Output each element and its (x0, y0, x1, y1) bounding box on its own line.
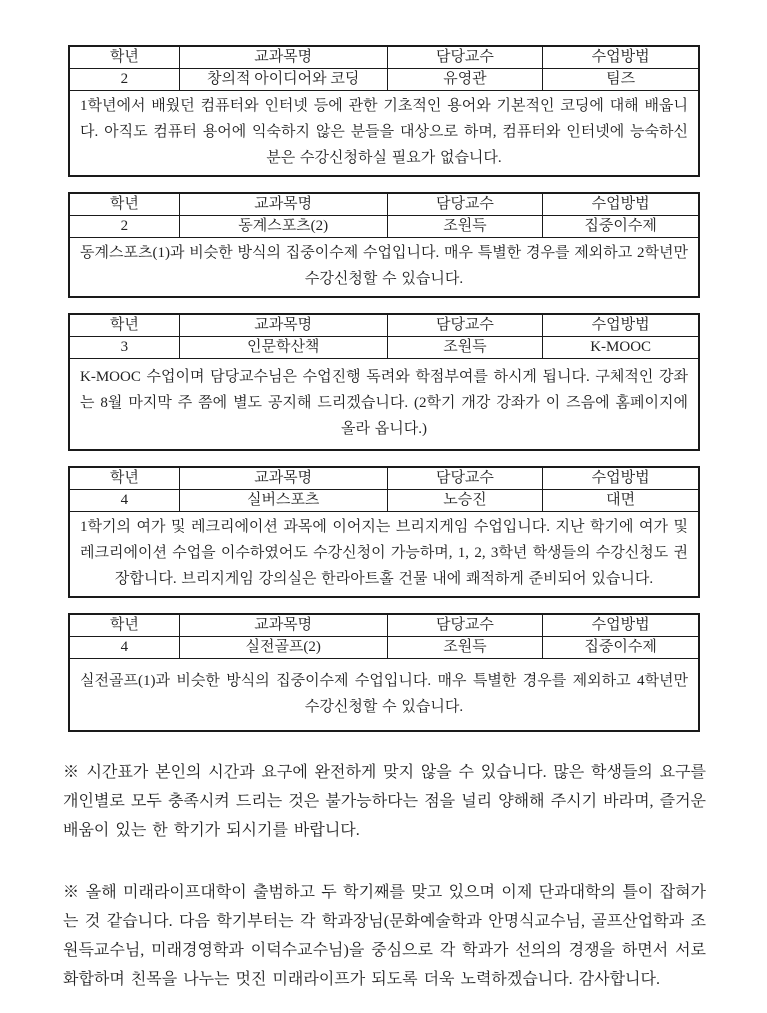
course-cell: 실전골프(2) (179, 637, 387, 659)
course-cell: 조원득 (387, 637, 543, 659)
header-cell: 학년 (69, 614, 179, 637)
course-row (69, 637, 699, 659)
description-row (69, 359, 699, 451)
table-header-row (69, 467, 699, 490)
course-description: 동계스포츠(1)과 비슷한 방식의 집중이수제 수업입니다. 매우 특별한 경우를 제외하고 2학년만 수강신청할 수 있습니다. (69, 238, 699, 298)
table-header-row (69, 193, 699, 216)
course-cell: 인문학산책 (179, 337, 387, 359)
header-cell: 교과목명 (179, 467, 387, 490)
header-cell: 교과목명 (179, 46, 387, 69)
course-cell: 집중이수제 (543, 637, 699, 659)
course-cell: 2 (69, 69, 179, 91)
table-header-row (69, 46, 699, 69)
header-cell: 담당교수 (387, 46, 543, 69)
course-cell: 실버스포츠 (179, 490, 387, 512)
header-cell: 담당교수 (387, 467, 543, 490)
note-paragraph-timetable: ※ 시간표가 본인의 시간과 요구에 완전하게 맞지 않을 수 있습니다. 많은 학생들의 요구를 개인별로 모두 충족시켜 드리는 것은 불가능하다는 점을 널리 양해해 주시기 바라며, 즐거운 배움이 있는 한 학기가 되시기를 바랍니다. (63, 764, 706, 839)
course-description: 1학년에서 배웠던 컴퓨터와 인터넷 등에 관한 기초적인 용어와 기본적인 코딩에 대해 배웁니다. 아직도 컴퓨터 용어에 익숙하지 않은 분들을 대상으로 하며, 컴퓨터와 인터넷에 능숙하신 분은 수강신청하실 필요가 없습니다. (69, 91, 699, 177)
note-paragraph-college: ※ 올해 미래라이프대학이 출범하고 두 학기째를 맞고 있으며 이제 단과대학의 틀이 잡혀가는 것 같습니다. 다음 학기부터는 각 학과장님(문화예술학과 안명식교수님, 골프산업학과 조원득교수님, 미래경영학과 이덕수교수님)을 중심으로 각 학과가 선의의 경쟁을 하면서 서로 화합하며 친목을 나누는 멋진 미래라이프가 되도록 더욱 노력하겠습니다. 감사합니다. (63, 884, 706, 988)
header-cell: 담당교수 (387, 614, 543, 637)
course-cell: 2 (69, 216, 179, 238)
course-cell: 3 (69, 337, 179, 359)
table-header-row (69, 314, 699, 337)
description-row (69, 659, 699, 732)
header-cell: 수업방법 (543, 614, 699, 637)
course-cell: 대면 (543, 490, 699, 512)
course-cell: 유영관 (387, 69, 543, 91)
description-row (69, 238, 699, 298)
course-table (68, 466, 700, 598)
description-row (69, 512, 699, 598)
course-row (69, 337, 699, 359)
header-cell: 교과목명 (179, 314, 387, 337)
course-cell: 조원득 (387, 337, 543, 359)
header-cell: 수업방법 (543, 467, 699, 490)
course-cell: 4 (69, 637, 179, 659)
course-table (68, 313, 700, 451)
header-cell: 수업방법 (543, 193, 699, 216)
header-cell: 교과목명 (179, 193, 387, 216)
header-cell: 학년 (69, 467, 179, 490)
header-cell: 담당교수 (387, 193, 543, 216)
course-table (68, 45, 700, 177)
description-row (69, 91, 699, 177)
header-cell: 수업방법 (543, 46, 699, 69)
course-row (69, 490, 699, 512)
course-cell: 동계스포츠(2) (179, 216, 387, 238)
course-row (69, 216, 699, 238)
course-description: K-MOOC 수업이며 담당교수님은 수업진행 독려와 학점부여를 하시게 됩니다. 구체적인 강좌는 8월 마지막 주 쯤에 별도 공지해 드리겠습니다. (2학기 개강 강좌가 이 즈음에 홈페이지에 올라 옵니다.) (69, 359, 699, 451)
header-cell: 학년 (69, 46, 179, 69)
course-table (68, 613, 700, 732)
header-cell: 학년 (69, 193, 179, 216)
course-cell: 팀즈 (543, 69, 699, 91)
header-cell: 학년 (69, 314, 179, 337)
course-cell: 노승진 (387, 490, 543, 512)
course-table (68, 192, 700, 298)
header-cell: 교과목명 (179, 614, 387, 637)
course-cell: 조원득 (387, 216, 543, 238)
course-description: 실전골프(1)과 비슷한 방식의 집중이수제 수업입니다. 매우 특별한 경우를 제외하고 4학년만 수강신청할 수 있습니다. (69, 659, 699, 732)
table-header-row (69, 614, 699, 637)
course-description: 1학기의 여가 및 레크리에이션 과목에 이어지는 브리지게임 수업입니다. 지난 학기에 여가 및 레크리에이션 수업을 이수하였어도 수강신청이 가능하며, 1, 2, 3학년 학생들의 수강신청도 권장합니다. 브리지게임 강의실은 한라아트홀 건물 내에 쾌적하게 준비되어 있습니다. (69, 512, 699, 598)
course-cell: K-MOOC (543, 337, 699, 359)
course-cell: 집중이수제 (543, 216, 699, 238)
course-cell: 4 (69, 490, 179, 512)
header-cell: 담당교수 (387, 314, 543, 337)
course-cell: 창의적 아이디어와 코딩 (179, 69, 387, 91)
course-tables-section (63, 45, 706, 732)
notes-section (63, 758, 706, 994)
course-row (69, 69, 699, 91)
header-cell: 수업방법 (543, 314, 699, 337)
